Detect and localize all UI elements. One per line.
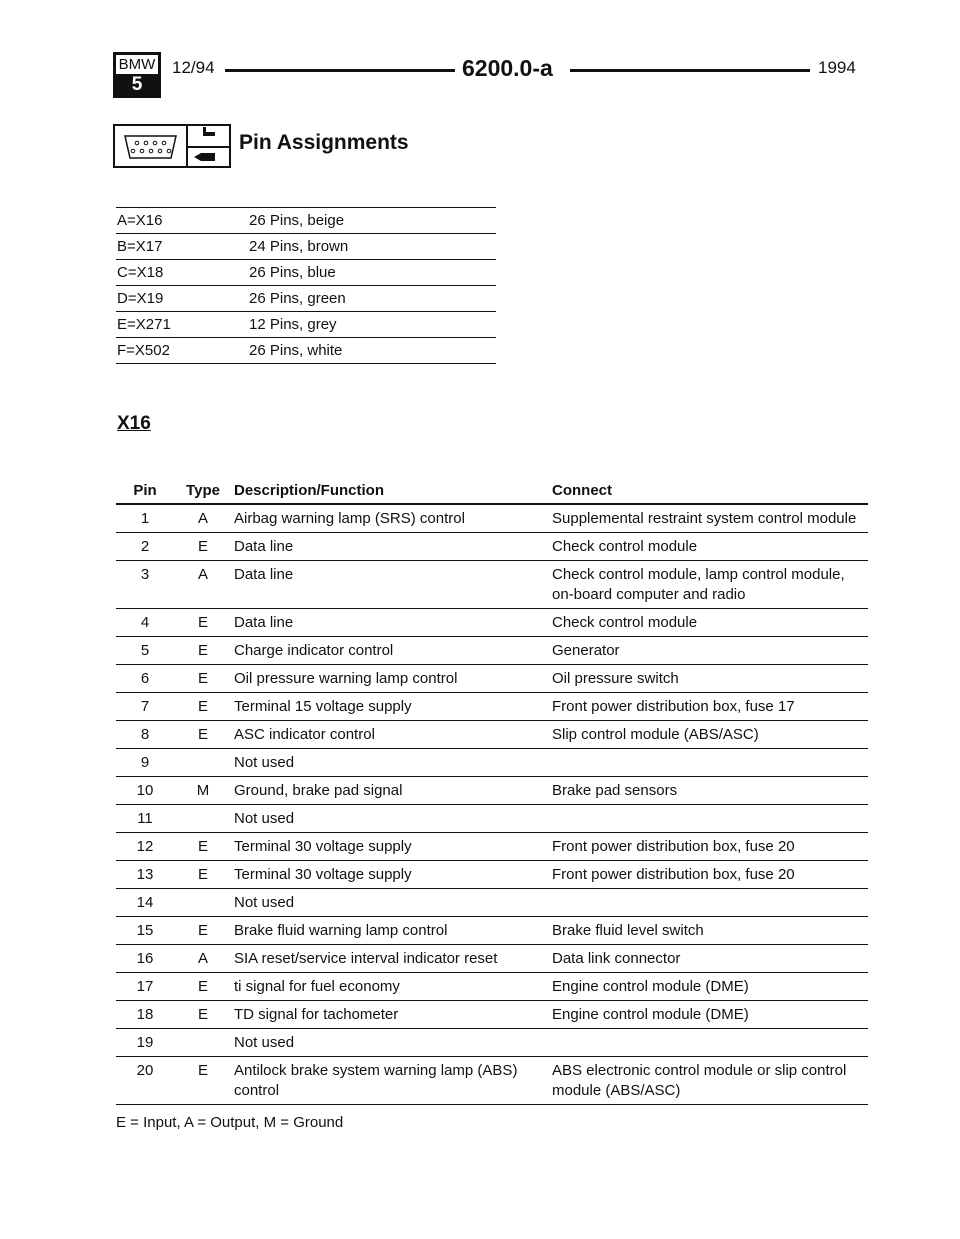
pin-number: 7 [140,698,150,715]
pin-connection [552,893,868,913]
logo-series-text: 5 [116,74,158,95]
pin-connection: Engine control module (DME) [552,1006,749,1023]
header-description: Description/Function [234,482,384,499]
pin-description: Not used [234,1034,295,1051]
table-row [116,945,868,973]
pin-number: 13 [136,866,154,883]
pin-connection [552,753,868,773]
pin-description: SIA reset/service interval indicator reset [234,950,498,967]
header-year: 1994 [818,58,856,77]
pin-description: Oil pressure warning lamp control [234,670,458,687]
table-row [116,1029,868,1057]
connector-code: C=X18 [117,264,164,281]
pin-number: 5 [140,642,150,659]
table-row [116,973,868,1001]
connector-description: 26 Pins, white [249,342,343,359]
pin-description: ASC indicator control [234,726,375,743]
header-rule-left [225,69,455,72]
pin-connection: Front power distribution box, fuse 17 [552,698,795,715]
pin-number: 2 [140,538,150,555]
pin-number: 19 [136,1034,154,1051]
table-row [116,833,868,861]
pin-number: 9 [140,754,150,771]
pin-description: Terminal 15 voltage supply [234,698,412,715]
pin-description: Not used [234,754,295,771]
connector-row [116,260,496,286]
pin-type: M [196,782,210,799]
pin-connection: Front power distribution box, fuse 20 [552,838,795,855]
table-header [116,478,868,505]
pin-number: 15 [136,922,154,939]
pin-type: E [197,726,208,743]
pin-description: Not used [234,810,295,827]
pin-type [174,753,232,773]
bmw-5-series-logo [113,52,161,98]
connector-description: 24 Pins, brown [249,238,349,255]
pin-connection: Brake pad sensors [552,782,678,799]
pin-number: 16 [136,950,154,967]
pin-number: 14 [136,894,154,911]
document-number: 6200.0-a [462,55,553,81]
pin-description: Airbag warning lamp (SRS) control [234,510,465,527]
pin-number: 4 [140,614,150,631]
header-connect: Connect [552,482,612,499]
pin-connection: Oil pressure switch [552,670,679,687]
pin-description: Ground, brake pad signal [234,782,403,799]
table-row [116,749,868,777]
pin-type: E [197,538,208,555]
pin-connection: Engine control module (DME) [552,978,749,995]
table-row [116,721,868,749]
connector-x16-title: X16 [117,413,151,434]
pin-number: 20 [136,1062,154,1079]
pin-connection: Slip control module (ABS/ASC) [552,726,759,743]
pin-number: 8 [140,726,150,743]
table-row [116,861,868,889]
connector-icon [113,124,188,168]
pin-description: Not used [234,894,295,911]
pin-type: E [197,1006,208,1023]
pin-number: 3 [140,566,150,583]
pin-connection: Check control module, lamp control module, on-board computer and radio [552,566,845,603]
pin-type: E [197,642,208,659]
pin-number: 10 [136,782,154,799]
table-row [116,1057,868,1105]
table-row [116,777,868,805]
pin-description: Data line [234,538,294,555]
pin-description: Antilock brake system warning lamp (ABS) control [234,1062,518,1099]
connector-description: 26 Pins, green [249,290,346,307]
pin-number: 18 [136,1006,154,1023]
table-row [116,917,868,945]
pin-connection: Check control module [552,614,698,631]
pin-number: 11 [137,810,153,827]
pin-type: E [197,866,208,883]
header-pin: Pin [133,482,157,499]
connector-row [116,338,496,364]
table-row [116,889,868,917]
connector-description: 12 Pins, grey [249,316,337,333]
pin-description: Data line [234,566,294,583]
pin-connection [552,1033,868,1053]
pin-connection [552,809,868,829]
table-row [116,665,868,693]
pin-type: A [197,510,208,527]
connector-list [116,207,496,364]
logo-brand-text: BMW [116,55,158,76]
pin-connection: ABS electronic control module or slip control module (ABS/ASC) [552,1062,847,1099]
table-row [116,609,868,637]
header-date: 12/94 [172,58,215,77]
section-title: Pin Assignments [239,131,409,154]
pin-type: A [197,566,208,583]
pin-description: Data line [234,614,294,631]
pin-connection: Check control module [552,538,698,555]
pin-connection: Data link connector [552,950,681,967]
pin-connection: Generator [552,642,620,659]
pin-number: 12 [136,838,154,855]
table-row [116,561,868,609]
table-row [116,533,868,561]
connector-code: E=X271 [117,316,171,333]
pin-type: E [197,670,208,687]
pin-description: Charge indicator control [234,642,394,659]
table-row [116,693,868,721]
pin-number: 17 [136,978,154,995]
pin-connection: Brake fluid level switch [552,922,704,939]
header-rule-right [570,69,810,72]
table-row [116,505,868,533]
type-legend: E = Input, A = Output, M = Ground [116,1114,344,1131]
connector-description: 26 Pins, beige [249,212,345,229]
pin-description: TD signal for tachometer [234,1006,399,1023]
pin-type [174,893,232,913]
table-body [116,505,868,1105]
pin-description: ti signal for fuel economy [234,978,400,995]
connector-row [116,208,496,234]
pin-type: E [197,698,208,715]
pin-icon-divider [188,146,229,148]
table-row [116,805,868,833]
pin-type [174,809,232,829]
connector-description: 26 Pins, blue [249,264,336,281]
pin-type: E [197,614,208,631]
pin-type: E [197,922,208,939]
table-row [116,637,868,665]
pin-type: E [197,838,208,855]
connector-code: D=X19 [117,290,164,307]
connector-code: A=X16 [117,212,163,229]
pin-description: Terminal 30 voltage supply [234,866,412,883]
connector-code: B=X17 [117,238,163,255]
header-type: Type [186,482,220,499]
pin-type [174,1033,232,1053]
pin-description: Terminal 30 voltage supply [234,838,412,855]
pin-type: E [197,1062,208,1079]
connector-row [116,286,496,312]
table-row [116,1001,868,1029]
pin-connection: Front power distribution box, fuse 20 [552,866,795,883]
connector-code: F=X502 [117,342,170,359]
pin-assignment-table [116,478,868,1105]
pin-number: 6 [140,670,150,687]
pin-type: A [197,950,208,967]
pin-number: 1 [140,510,150,527]
connector-row [116,234,496,260]
connector-row [116,312,496,338]
pin-type: E [197,978,208,995]
pin-connection: Supplemental restraint system control module [552,510,857,527]
pin-description: Brake fluid warning lamp control [234,922,448,939]
pin-terminal-icon [188,124,231,168]
